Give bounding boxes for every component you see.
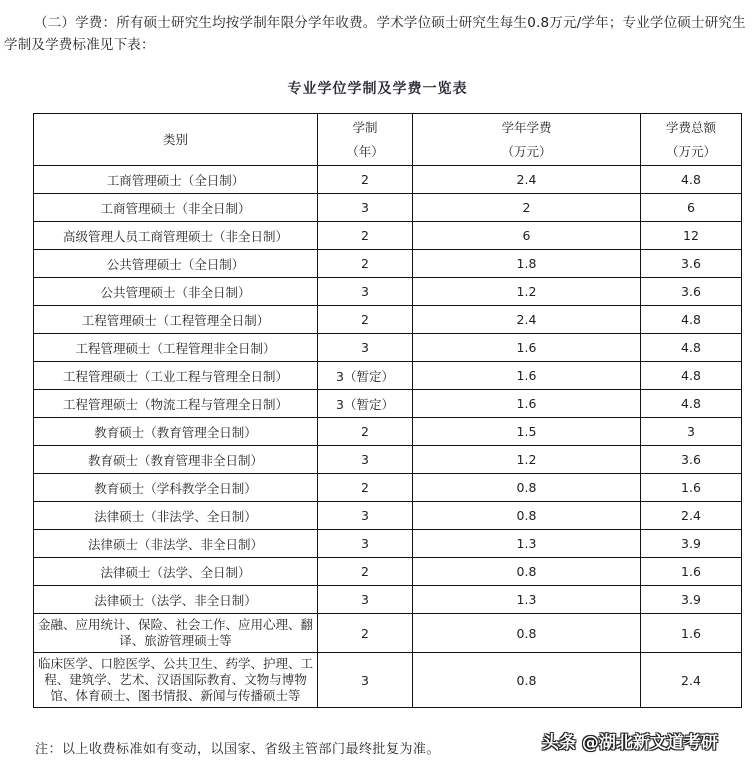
total-fee-cell: 4.8 <box>641 390 742 418</box>
category-cell: 公共管理硕士（全日制） <box>34 250 318 278</box>
total-fee-cell: 1.6 <box>641 474 742 502</box>
duration-cell: 3 <box>318 446 413 474</box>
category-cell: 工商管理硕士（非全日制） <box>34 194 318 222</box>
total-fee-cell: 12 <box>641 222 742 250</box>
header-total-unit: （万元） <box>665 143 716 159</box>
annual-fee-cell: 1.6 <box>413 334 641 362</box>
category-cell: 教育硕士（教育管理全日制） <box>34 418 318 446</box>
duration-cell: 2 <box>318 222 413 250</box>
header-annual-unit: （万元） <box>501 143 552 159</box>
category-cell: 法律硕士（非法学、非全日制） <box>34 530 318 558</box>
total-fee-cell: 4.8 <box>641 306 742 334</box>
annual-fee-cell: 1.2 <box>413 446 641 474</box>
table-row <box>34 278 742 306</box>
header-annual-fee <box>413 114 641 166</box>
category-cell: 教育硕士（教育管理非全日制） <box>34 446 318 474</box>
annual-fee-cell: 1.6 <box>413 390 641 418</box>
duration-cell: 2 <box>318 250 413 278</box>
duration-cell: 3（暂定） <box>318 362 413 390</box>
duration-cell: 2 <box>318 306 413 334</box>
duration-cell: 3 <box>318 502 413 530</box>
table-row <box>34 614 742 653</box>
annual-fee-cell: 1.8 <box>413 250 641 278</box>
total-fee-cell: 3.9 <box>641 530 742 558</box>
category-cell: 临床医学、口腔医学、公共卫生、药学、护理、工程、建筑学、艺术、汉语国际教育、文物与博物馆、体育硕士、图书情报、新闻与传播硕士等 <box>34 653 318 708</box>
fee-table <box>33 113 742 708</box>
table-title: 专业学位学制及学费一览表 <box>287 81 468 97</box>
category-cell: 法律硕士（非法学、全日制） <box>34 502 318 530</box>
duration-cell: 3（暂定） <box>318 390 413 418</box>
table-row <box>34 222 742 250</box>
header-annual-label: 学年学费 <box>501 119 552 135</box>
category-cell: 法律硕士（法学、非全日制） <box>34 586 318 614</box>
category-cell: 公共管理硕士（非全日制） <box>34 278 318 306</box>
annual-fee-cell: 2.4 <box>413 166 641 194</box>
table-row <box>34 558 742 586</box>
duration-cell: 2 <box>318 558 413 586</box>
annual-fee-cell: 1.3 <box>413 530 641 558</box>
category-cell: 法律硕士（法学、全日制） <box>34 558 318 586</box>
table-row <box>34 362 742 390</box>
duration-cell: 2 <box>318 166 413 194</box>
total-fee-cell: 3 <box>641 418 742 446</box>
table-row <box>34 586 742 614</box>
footnote: 注：以上收费标准如有变动，以国家、省级主管部门最终批复为准。 <box>35 742 441 757</box>
total-fee-cell: 4.8 <box>641 362 742 390</box>
header-duration-label: 学制 <box>352 119 378 135</box>
total-fee-cell: 3.6 <box>641 278 742 306</box>
duration-cell: 2 <box>318 614 413 653</box>
category-cell: 金融、应用统计、保险、社会工作、应用心理、翻译、旅游管理硕士等 <box>34 614 318 653</box>
total-fee-cell: 1.6 <box>641 558 742 586</box>
category-cell: 工程管理硕士（物流工程与管理全日制） <box>34 390 318 418</box>
category-cell: 工程管理硕士（工业工程与管理全日制） <box>34 362 318 390</box>
duration-cell: 3 <box>318 653 413 708</box>
total-fee-cell: 3.9 <box>641 586 742 614</box>
category-cell: 工程管理硕士（工程管理全日制） <box>34 306 318 334</box>
annual-fee-cell: 0.8 <box>413 502 641 530</box>
table-row <box>34 166 742 194</box>
annual-fee-cell: 1.5 <box>413 418 641 446</box>
table-row <box>34 446 742 474</box>
intro-paragraph <box>4 12 752 56</box>
annual-fee-cell: 1.2 <box>413 278 641 306</box>
total-fee-cell: 4.8 <box>641 166 742 194</box>
total-fee-cell: 2.4 <box>641 653 742 708</box>
table-row <box>34 390 742 418</box>
intro-text: （二）学费：所有硕士研究生均按学制年限分学年收费。学术学位硕士研究生每生0.8万元/学年；专业学位硕士研究生学制及学费标准见下表： <box>4 15 746 53</box>
duration-cell: 2 <box>318 474 413 502</box>
duration-cell: 3 <box>318 586 413 614</box>
category-cell: 工商管理硕士（全日制） <box>34 166 318 194</box>
table-row <box>34 306 742 334</box>
header-total-fee <box>641 114 742 166</box>
table-row <box>34 194 742 222</box>
table-row <box>34 418 742 446</box>
duration-cell: 3 <box>318 278 413 306</box>
annual-fee-cell: 6 <box>413 222 641 250</box>
total-fee-cell: 3.6 <box>641 250 742 278</box>
table-row <box>34 530 742 558</box>
table-row <box>34 502 742 530</box>
header-duration-unit: （年） <box>346 143 384 159</box>
annual-fee-cell: 0.8 <box>413 558 641 586</box>
duration-cell: 3 <box>318 194 413 222</box>
annual-fee-cell: 2.4 <box>413 306 641 334</box>
table-row <box>34 334 742 362</box>
category-cell: 高级管理人员工商管理硕士（非全日制） <box>34 222 318 250</box>
annual-fee-cell: 0.8 <box>413 474 641 502</box>
total-fee-cell: 2.4 <box>641 502 742 530</box>
header-duration <box>318 114 413 166</box>
table-row <box>34 250 742 278</box>
table-row <box>34 474 742 502</box>
total-fee-cell: 6 <box>641 194 742 222</box>
duration-cell: 2 <box>318 418 413 446</box>
annual-fee-cell: 0.8 <box>413 614 641 653</box>
annual-fee-cell: 1.3 <box>413 586 641 614</box>
total-fee-cell: 4.8 <box>641 334 742 362</box>
header-total-label: 学费总额 <box>665 119 716 135</box>
category-cell: 教育硕士（学科教学全日制） <box>34 474 318 502</box>
watermark: 头条 @湖北新文道考研 <box>542 733 718 753</box>
annual-fee-cell: 2 <box>413 194 641 222</box>
category-cell: 工程管理硕士（工程管理非全日制） <box>34 334 318 362</box>
table-header-row <box>34 114 742 166</box>
duration-cell: 3 <box>318 530 413 558</box>
total-fee-cell: 1.6 <box>641 614 742 653</box>
table-row <box>34 653 742 708</box>
annual-fee-cell: 1.6 <box>413 362 641 390</box>
total-fee-cell: 3.6 <box>641 446 742 474</box>
header-category: 类别 <box>34 114 318 166</box>
annual-fee-cell: 0.8 <box>413 653 641 708</box>
duration-cell: 3 <box>318 334 413 362</box>
